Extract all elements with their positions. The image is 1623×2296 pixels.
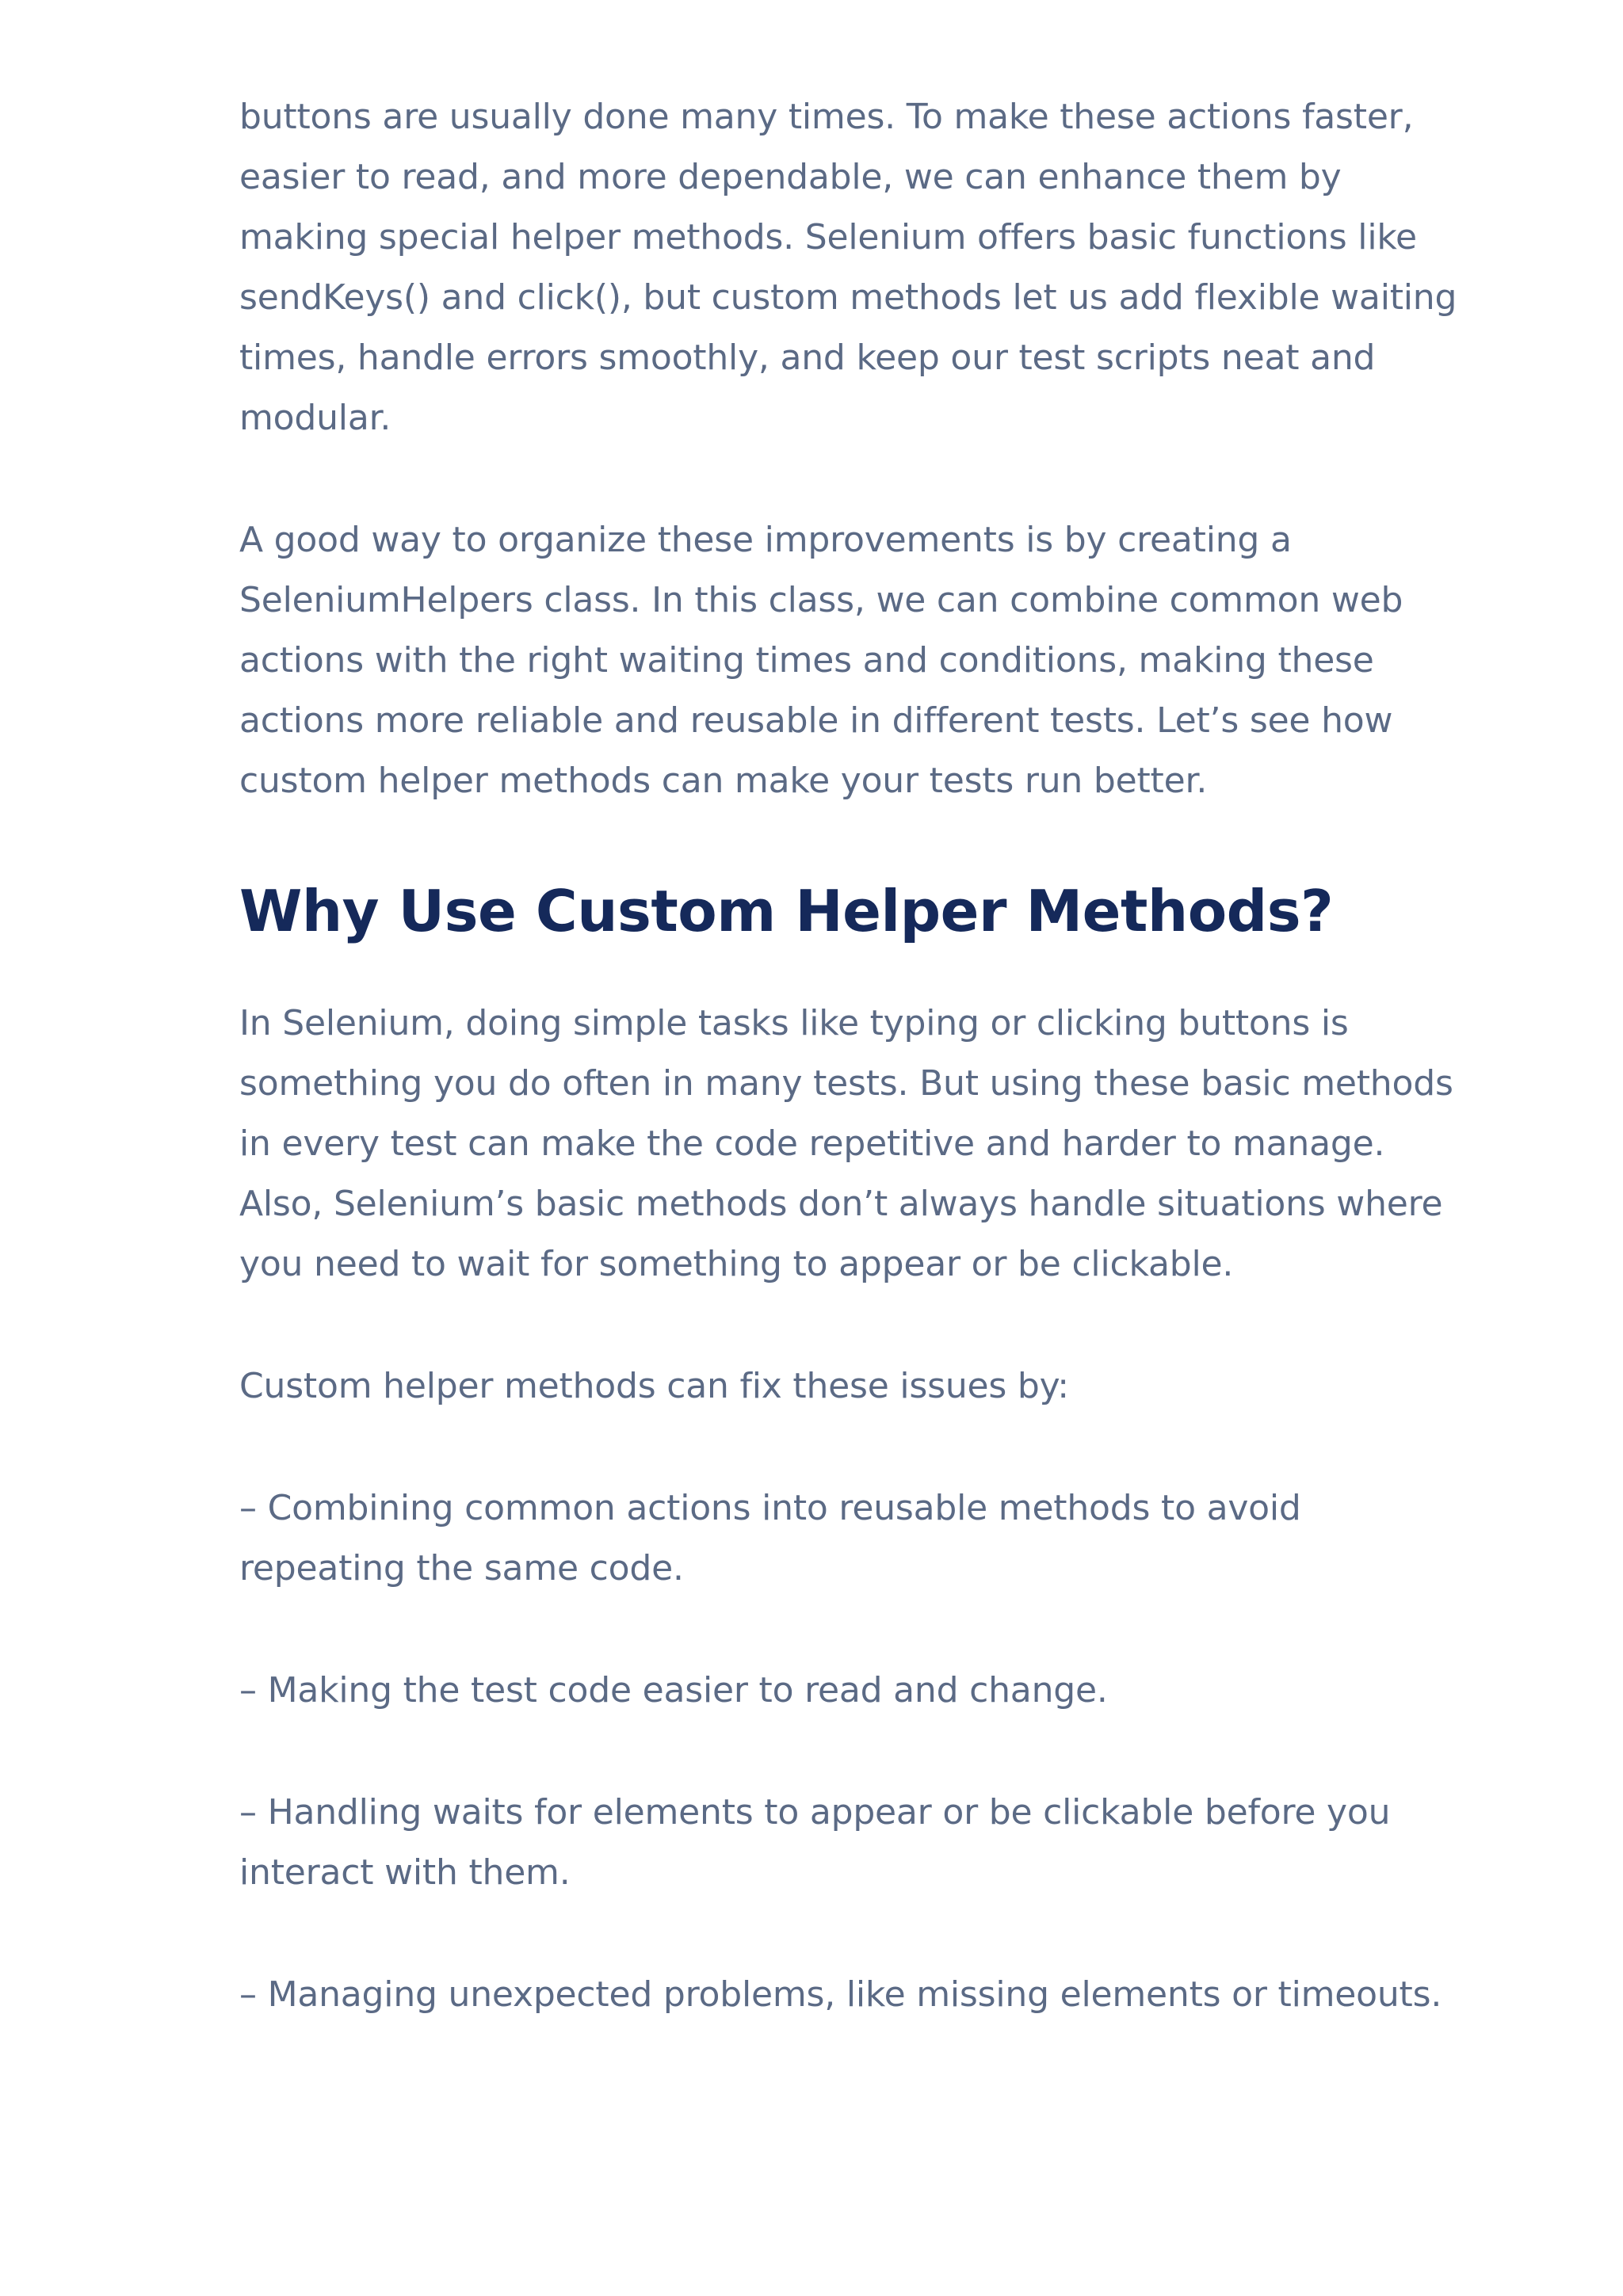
list-item: – Making the test code easier to read and change.: [239, 1670, 1108, 1711]
list-item: – Managing unexpected problems, like missing elements or timeouts.: [239, 1974, 1442, 2015]
list-intro: Custom helper methods can fix these issues by:: [239, 1366, 1069, 1406]
intro-paragraph: A good way to organize these improvements is by creating a SeleniumHelpers class. In this class, we can combine common web actions with the right waiting times and conditions, making these actions more reliable and reusable in different tests. Let’s see how custom helper methods can make your tests run better.: [239, 520, 1403, 801]
list-item: – Combining common actions into reusable methods to avoid repeating the same code.: [239, 1488, 1301, 1589]
section-heading: Why Use Custom Helper Methods?: [239, 878, 1334, 944]
intro-paragraph: buttons are usually done many times. To make these actions faster, easier to read, and more dependable, we can enhance them by making special helper methods. Selenium offers basic functions like sendKeys() and click(), but custom methods let us add flexible waiting times, handle errors smoothly, and keep our test scripts neat and modular.: [239, 97, 1457, 438]
article-body: [239, 87, 1460, 2087]
list-item: – Handling waits for elements to appear or be clickable before you interact with them.: [239, 1792, 1391, 1893]
section-paragraph: In Selenium, doing simple tasks like typing or clicking buttons is something you do often in many tests. But using these basic methods in every test can make the code repetitive and harder to manage. Also, Selenium’s basic methods don’t always handle situations where you need to wait for something to appear or be clickable.: [239, 1003, 1453, 1284]
